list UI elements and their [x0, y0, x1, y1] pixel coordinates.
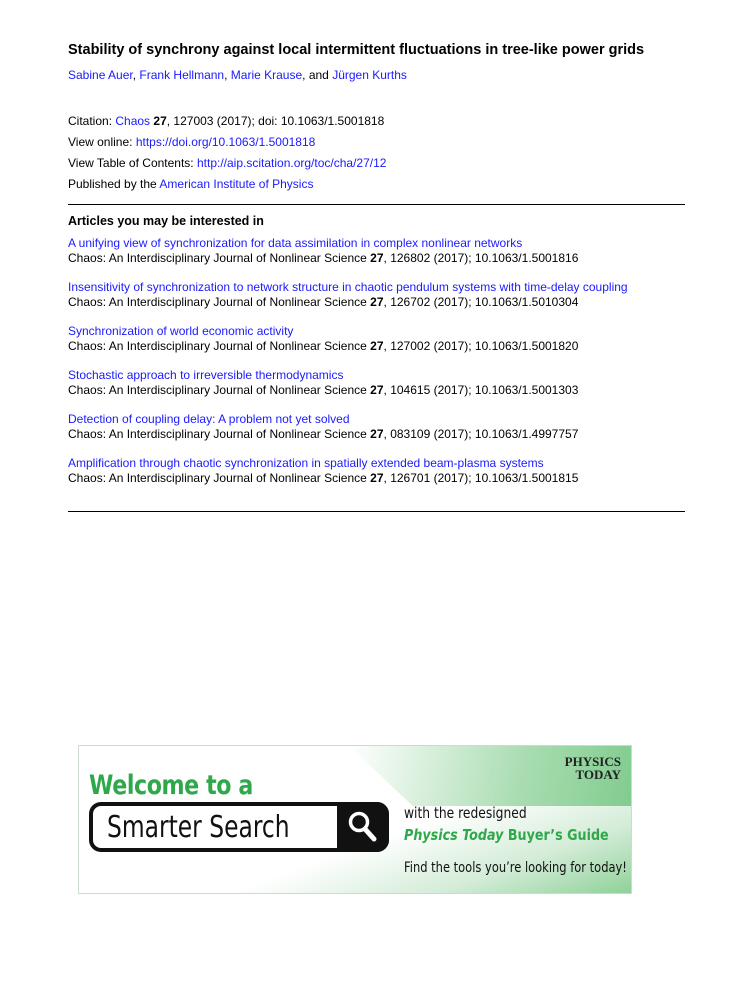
related-article-ref — [68, 251, 708, 266]
citation-line — [68, 111, 386, 132]
author-separator: , and — [302, 68, 333, 82]
related-article-ref — [68, 339, 708, 354]
related-article-journal: Chaos: An Interdisciplinary Journal of Nonlinear Science — [68, 383, 371, 397]
toc-line — [68, 153, 386, 174]
related-article-journal: Chaos: An Interdisciplinary Journal of Nonlinear Science — [68, 251, 371, 265]
related-heading: Articles you may be interested in — [68, 214, 264, 228]
related-article-details: , 126802 (2017); 10.1063/1.5001816 — [383, 251, 579, 265]
related-article-title-link[interactable]: Detection of coupling delay: A problem not yet solved — [68, 412, 350, 426]
author-link[interactable]: Frank Hellmann — [139, 68, 225, 82]
related-article-ref — [68, 295, 708, 310]
related-article — [68, 324, 708, 354]
author-link[interactable]: Sabine Auer — [68, 68, 133, 82]
advertisement-banner[interactable] — [78, 745, 632, 894]
related-article-title-link[interactable]: Amplification through chaotic synchronization in spatially extended beam-plasma systems — [68, 456, 544, 470]
related-article-volume: 27 — [370, 339, 384, 353]
author-link[interactable]: Marie Krause — [230, 68, 303, 82]
citation-label: Citation: — [68, 114, 116, 128]
author-list — [68, 68, 407, 82]
related-article-title-link[interactable]: Stochastic approach to irreversible thermodynamics — [68, 368, 344, 382]
related-article-title-link[interactable]: Insensitivity of synchronization to network structure in chaotic pendulum systems with time-delay coupling — [68, 280, 628, 294]
related-article-journal: Chaos: An Interdisciplinary Journal of Nonlinear Science — [68, 427, 371, 441]
citation-block — [68, 111, 386, 195]
related-article-volume: 27 — [370, 427, 384, 441]
related-article-title-link[interactable]: Synchronization of world economic activity — [68, 324, 294, 338]
related-article-details: , 104615 (2017); 10.1063/1.5001303 — [383, 383, 579, 397]
related-article-details: , 126701 (2017); 10.1063/1.5001815 — [383, 471, 579, 485]
bottom-divider — [68, 511, 685, 512]
related-article-ref — [68, 383, 708, 398]
related-article — [68, 412, 708, 442]
related-article-journal: Chaos: An Interdisciplinary Journal of Nonlinear Science — [68, 339, 371, 353]
publisher-link[interactable]: American Institute of Physics — [159, 177, 314, 191]
toc-label: View Table of Contents: — [68, 156, 197, 170]
ad-guide-text: Physics Today Buyer’s Guide — [404, 826, 609, 844]
publisher-line — [68, 174, 386, 195]
author-separator: , — [224, 68, 231, 82]
author-link[interactable]: Jürgen Kurths — [332, 68, 407, 82]
related-articles-list — [68, 236, 708, 500]
journal-link[interactable]: Chaos — [115, 114, 151, 128]
search-icon-button — [337, 802, 389, 852]
ad-search-text: Smarter Search — [107, 810, 290, 845]
toc-link[interactable]: http://aip.scitation.org/toc/cha/27/12 — [196, 156, 387, 170]
related-article — [68, 456, 708, 486]
related-article-volume: 27 — [370, 295, 384, 309]
related-article-volume: 27 — [370, 383, 384, 397]
paper-title: Stability of synchrony against local intermittent fluctuations in tree-like power grids — [68, 42, 645, 58]
related-article-volume: 27 — [370, 251, 384, 265]
related-article-ref — [68, 427, 708, 442]
view-online-line — [68, 132, 386, 153]
search-icon — [347, 810, 377, 842]
citation-volume: 27 — [153, 114, 167, 128]
ad-welcome-text: Welcome to a — [89, 770, 253, 801]
top-divider — [68, 204, 685, 205]
related-article-details: , 126702 (2017); 10.1063/1.5010304 — [383, 295, 579, 309]
citation-details: , 127003 (2017); doi: 10.1063/1.5001818 — [166, 114, 385, 128]
ad-search-box — [89, 802, 389, 852]
ad-with-text: with the redesigned — [404, 804, 527, 822]
related-article-details: , 127002 (2017); 10.1063/1.5001820 — [383, 339, 579, 353]
ad-find-text: Find the tools you’re looking for today! — [404, 860, 627, 876]
view-online-label: View online: — [68, 135, 136, 149]
related-article-ref — [68, 471, 708, 486]
related-article-journal: Chaos: An Interdisciplinary Journal of Nonlinear Science — [68, 295, 371, 309]
related-article — [68, 236, 708, 266]
physics-today-logo: PHYSICS TODAY — [564, 754, 621, 782]
related-article-title-link[interactable]: A unifying view of synchronization for data assimilation in complex nonlinear networks — [68, 236, 523, 250]
related-article — [68, 280, 708, 310]
related-article — [68, 368, 708, 398]
related-article-details: , 083109 (2017); 10.1063/1.4997757 — [383, 427, 579, 441]
related-article-journal: Chaos: An Interdisciplinary Journal of Nonlinear Science — [68, 471, 371, 485]
publisher-label: Published by the — [68, 177, 160, 191]
author-separator: , — [132, 68, 140, 82]
related-article-volume: 27 — [370, 471, 384, 485]
doi-link[interactable]: https://doi.org/10.1063/1.5001818 — [135, 135, 316, 149]
